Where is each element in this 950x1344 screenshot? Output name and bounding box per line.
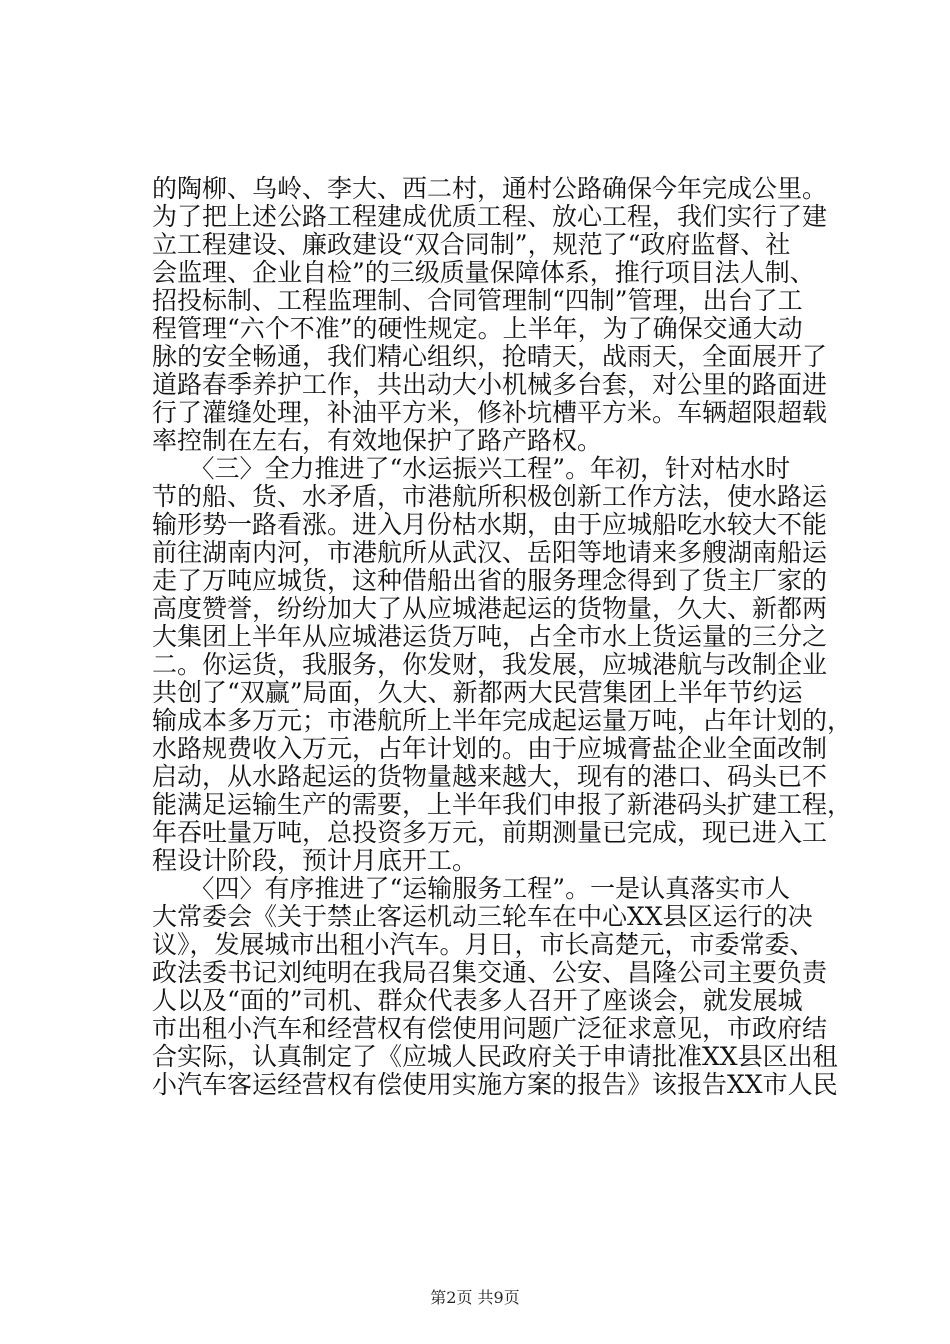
document-body <box>152 174 853 1099</box>
text-line: 道路春季养护工作，共出动大小机械多台套，对公里的路面进 <box>152 370 828 399</box>
text-line: 前往湖南内河，市港航所从武汉、岳阳等地请来多艘湖南船运 <box>152 538 828 567</box>
text-line: 脉的安全畅通，我们精心组织，抢晴天，战雨天，全面展开了 <box>152 342 828 371</box>
text-line: 政法委书记刘纯明在我局召集交通、公安、昌隆公司主要负责 <box>152 958 828 987</box>
text-line: 启动，从水路起运的货物量越来越大，现有的港口、码头已不 <box>152 762 828 791</box>
text-line: 率控制在左右，有效地保护了路产路权。 <box>152 426 603 455</box>
page-footer <box>0 1288 950 1308</box>
text-line: 人以及“面的”司机、群众代表多人召开了座谈会，就发展城 <box>152 986 803 1015</box>
text-line: 二。你运货，我服务，你发财，我发展，应城港航与改制企业 <box>152 650 828 679</box>
text-line: 的陶柳、乌岭、李大、西二村，通村公路确保今年完成公里。 <box>152 174 828 203</box>
text-line: 走了万吨应城货，这种借船出省的服务理念得到了货主厂家的 <box>152 566 828 595</box>
text-line: 程管理“六个不准”的硬性规定。上半年，为了确保交通大动 <box>152 314 803 343</box>
text-line: 年吞吐量万吨，总投资多万元，前期测量已完成，现已进入工 <box>152 818 828 847</box>
text-line: 市出租小汽车和经营权有偿使用问题广泛征求意见，市政府结 <box>152 1014 828 1043</box>
text-line: 输形势一路看涨。进入月份枯水期，由于应城船吃水较大不能 <box>152 510 828 539</box>
text-line: 会监理、企业自检”的三级质量保障体系，推行项目法人制、 <box>152 258 815 287</box>
text-line: 〈三〉全力推进了“水运振兴工程”。年初，针对枯水时 <box>152 454 791 483</box>
text-line: 大常委会《关于禁止客运机动三轮车在中心XX县区运行的决 <box>152 902 813 931</box>
text-line: 水路规费收入万元，占年计划的。由于应城膏盐企业全面改制 <box>152 734 828 763</box>
text-line: 招投标制、工程监理制、合同管理制“四制”管理，出台了工 <box>152 286 803 315</box>
page-number: 第2页 共9页 <box>430 1288 520 1307</box>
text-line: 议》，发展城市出租小汽车。月日，市长高楚元，市委常委、 <box>152 930 815 959</box>
text-line: 高度赞誉，纷纷加大了从应城港起运的货物量，久大、新都两 <box>152 594 828 623</box>
text-line: 大集团上半年从应城港运货万吨，占全市水上货运量的三分之 <box>152 622 828 651</box>
text-line: 节的船、货、水矛盾，市港航所积极创新工作方法，使水路运 <box>152 482 828 511</box>
text-line: 输成本多万元；市港航所上半年完成起运量万吨，占年计划的， <box>152 706 853 735</box>
text-line: 合实际，认真制定了《应城人民政府关于申请批准XX县区出租 <box>152 1042 838 1071</box>
text-line: 为了把上述公路工程建成优质工程、放心工程，我们实行了建 <box>152 202 828 231</box>
text-line: 行了灌缝处理，补油平方米，修补坑槽平方米。车辆超限超载 <box>152 398 828 427</box>
text-line: 能满足运输生产的需要，上半年我们申报了新港码头扩建工程， <box>152 790 853 819</box>
text-line: 立工程建设、廉政建设“双合同制”，规范了“政府监督、社 <box>152 230 791 259</box>
text-line: 共创了“双赢”局面，久大、新都两大民营集团上半年节约运 <box>152 678 803 707</box>
text-line: 程设计阶段，预计月底开工。 <box>152 846 478 875</box>
text-line: 小汽车客运经营权有偿使用实施方案的报告》该报告XX市人民 <box>152 1070 838 1099</box>
text-line: 〈四〉有序推进了“运输服务工程”。一是认真落实市人 <box>152 874 791 903</box>
